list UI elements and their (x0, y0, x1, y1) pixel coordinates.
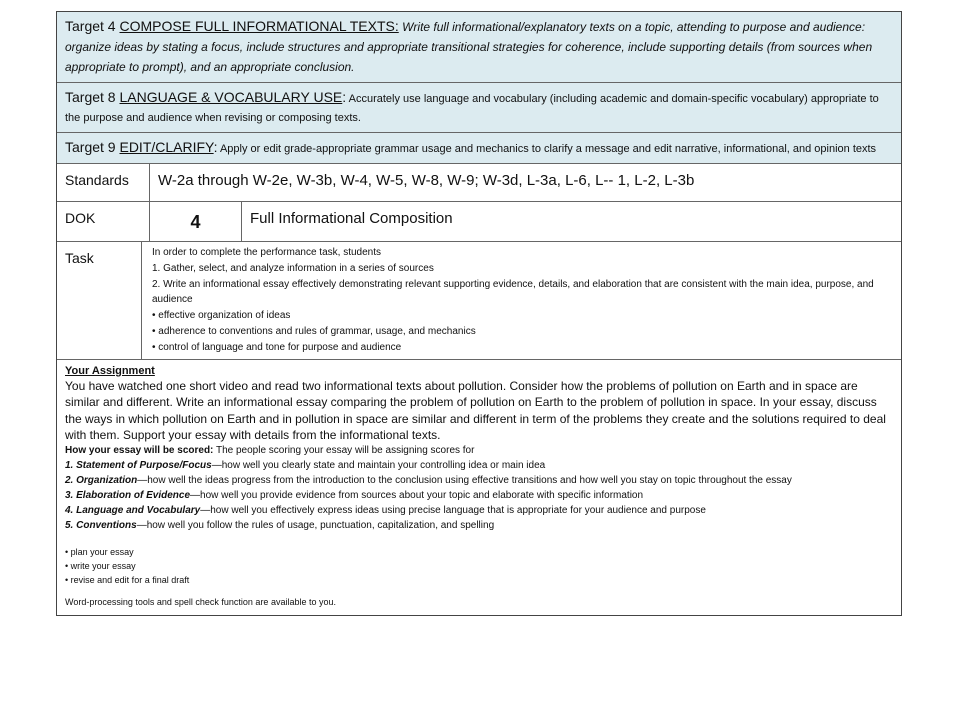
target-4-title: COMPOSE FULL INFORMATIONAL TEXTS: (119, 18, 399, 34)
target-8-label: Target 8 (65, 89, 120, 105)
target-9-desc: Apply or edit grade-appropriate grammar usage and mechanics to clarify a message and edit narrative, informational, and opinion texts (217, 143, 877, 155)
criterion-text: —how well the ideas progress from the introduction to the conclusion using effective transitions and how well you stay on topic throughout the essay (137, 474, 792, 486)
criterion-term: 3. Elaboration of Evidence (65, 489, 191, 501)
criterion-term: 5. Conventions (65, 519, 137, 531)
criterion-item (65, 488, 893, 503)
task-label: Task (57, 242, 142, 359)
task-line: • effective organization of ideas (152, 310, 291, 322)
target-4-desc: Write full informational/explanatory texts on a topic, attending to purpose and audience: organize ideas by stating a focus, include structures and appropriate transitional strategies for coherence, include supporting details (from sources when appropriate to prompt), and an appropriate conclusion. (65, 20, 873, 74)
task-line: • adherence to conventions and rules of grammar, usage, and mechanics (152, 325, 476, 337)
criterion-text: —how well you clearly state and maintain your controlling idea or main idea (211, 459, 546, 471)
standards-label: Standards (57, 164, 150, 201)
steps-bullet: • write your essay (65, 560, 136, 571)
scoring-intro (65, 444, 893, 458)
target-9-colon: : (213, 139, 218, 155)
assignment-body: You have watched one short video and read two informational texts about pollution. Consider how the problems of pollution on Earth and in space are similar and different. Write an informational essay comparing the problem of pollution on Earth to the problem of pollution in space. In your essay, discuss the ways in which pollution on Earth and in pollution in space are similar and different in term of the problems they create and the solutions required to deal with them. Support your essay with details from the informational texts. (65, 378, 886, 443)
dok-description: Full Informational Composition (250, 210, 453, 227)
scoring-label: How your essay will be scored: (65, 444, 214, 456)
task-line: • control of language and tone for purpose and audience (152, 341, 402, 353)
tools-note: Word-processing tools and spell check function are available to you. (65, 596, 336, 607)
criterion-item (65, 458, 893, 473)
criterion-item (65, 518, 893, 533)
criterion-text: —how well you provide evidence from sources about your topic and elaborate with specific information (190, 489, 644, 501)
target-9-label: Target 9 (65, 139, 120, 155)
performance-task-table (56, 11, 902, 616)
dok-label: DOK (57, 202, 150, 241)
dok-row (57, 202, 901, 242)
task-line: In order to complete the performance task, students (152, 247, 382, 258)
standards-row (57, 164, 901, 202)
target-8-row (57, 83, 901, 133)
scoring-text: The people scoring your essay will be assigning scores for (213, 444, 475, 456)
target-4-row (57, 12, 901, 83)
criterion-item (65, 473, 893, 488)
steps-bullet: • plan your essay (65, 546, 134, 557)
steps-bullet: • revise and edit for a final draft (65, 574, 190, 585)
target-8-title: LANGUAGE & VOCABULARY USE (119, 89, 343, 105)
target-9-row (57, 133, 901, 164)
task-line: 2. Write an informational essay effectively demonstrating relevant supporting evidence, details, and elaboration that are consistent with the main idea, purpose, and audience (152, 278, 874, 306)
task-list (142, 242, 901, 359)
dok-level: 4 (150, 202, 242, 241)
criterion-item (65, 503, 893, 518)
assignment-row (57, 360, 901, 615)
criterion-term: 4. Language and Vocabulary (65, 504, 201, 516)
target-8-colon: : (342, 89, 347, 105)
target-9-title: EDIT/CLARIFY (119, 139, 214, 155)
criterion-term: 1. Statement of Purpose/Focus (65, 459, 212, 471)
standards-value: W-2a through W-2e, W-3b, W-4, W-5, W-8, W-9; W-3d, L-3a, L-6, L-- 1, L-2, L-3b (158, 172, 695, 189)
criterion-text: —how well you effectively express ideas using precise language that is appropriate for your audience and purpose (200, 504, 706, 516)
assignment-heading: Your Assignment (65, 364, 155, 377)
target-4-label: Target 4 (65, 18, 120, 34)
task-line: 1. Gather, select, and analyze information in a series of sources (152, 262, 434, 274)
target-8-desc: Accurately use language and vocabulary (including academic and domain-specific vocabulary) appropriate to the purpose and audience when revising or composing texts. (65, 93, 879, 124)
task-row (57, 242, 901, 360)
criterion-text: —how well you follow the rules of usage, punctuation, capitalization, and spelling (136, 519, 495, 531)
criterion-term: 2. Organization (65, 474, 138, 486)
